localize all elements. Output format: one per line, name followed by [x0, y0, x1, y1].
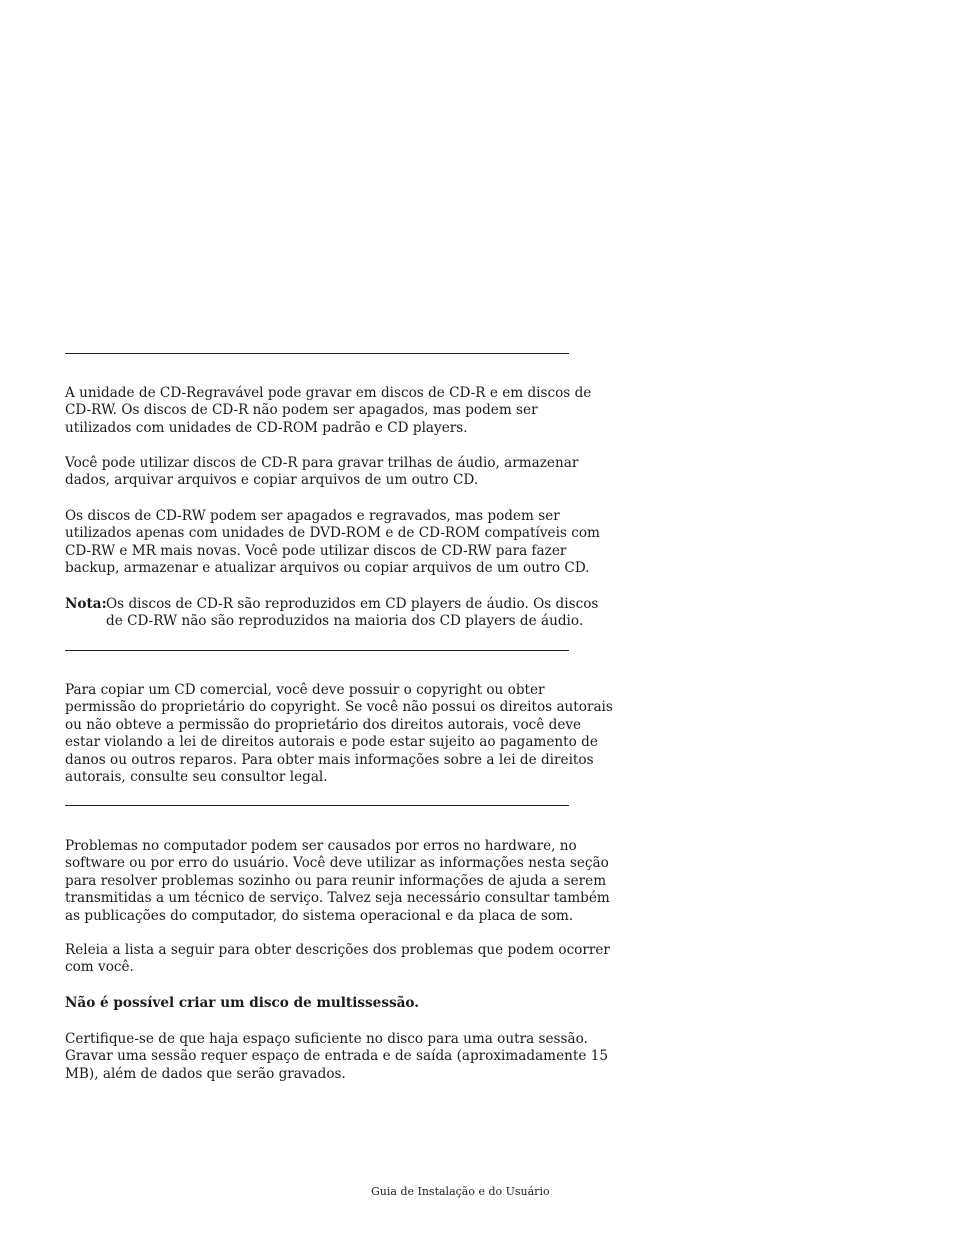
text-line: backup, armazenar e atualizar arquivos ou copiar arquivos de um outro CD.	[65, 560, 590, 577]
section-divider-2	[65, 650, 569, 651]
text-line: transmitidas a um técnico de serviço. Talvez seja necessário consultar também	[65, 890, 610, 907]
review-list-paragraph	[65, 942, 610, 977]
text-line: de CD-RW não são reproduzidos na maioria dos CD players de áudio.	[106, 613, 584, 630]
text-line: permissão do proprietário do copyright. Se você não possui os direitos autorais	[65, 699, 613, 716]
text-line: Para copiar um CD comercial, você deve possuir o copyright ou obter	[65, 682, 545, 698]
text-line: com você.	[65, 959, 134, 976]
text-line: CD-RW e MR mais novas. Você pode utilizar discos de CD-RW para fazer	[65, 542, 567, 559]
text-line: Problemas no computador podem ser causados por erros no hardware, no	[65, 838, 577, 854]
page-footer: Guia de Instalação e do Usuário	[371, 1185, 550, 1198]
text-line: CD-RW. Os discos de CD-R não podem ser apagados, mas podem ser	[65, 402, 538, 419]
cd-r-usage-paragraph	[65, 455, 579, 490]
cd-rw-usage-paragraph	[65, 508, 600, 578]
text-line: MB), além de dados que serão gravados.	[65, 1065, 346, 1082]
section-divider-3	[65, 805, 569, 806]
text-line: para resolver problemas sozinho ou para reunir informações de ajuda a serem	[65, 872, 607, 889]
note-label: Nota:	[65, 596, 107, 612]
text-line: dados, arquivar arquivos e copiar arquivos de um outro CD.	[65, 472, 479, 489]
text-line: Gravar uma sessão requer espaço de entrada e de saída (aproximadamente 15	[65, 1048, 608, 1065]
cd-rw-intro-paragraph	[65, 385, 592, 437]
copyright-paragraph	[65, 682, 613, 786]
text-line: utilizados apenas com unidades de DVD-ROM e de CD-ROM compatíveis com	[65, 525, 600, 542]
text-line: ou não obteve a permissão do proprietário dos direitos autorais, você deve	[65, 716, 582, 733]
text-line: utilizados com unidades de CD-ROM padrão e CD players.	[65, 419, 468, 436]
note-body	[106, 596, 598, 631]
text-line: as publicações do computador, do sistema operacional e da placa de som.	[65, 907, 574, 924]
section-divider-1	[65, 353, 569, 354]
text-line: A unidade de CD-Regravável pode gravar em discos de CD-R e em discos de	[65, 385, 592, 401]
text-line: Certifique-se de que haja espaço suficiente no disco para uma outra sessão.	[65, 1031, 588, 1047]
text-line: danos ou outros reparos. Para obter mais informações sobre a lei de direitos	[65, 751, 594, 768]
troubleshooting-intro-paragraph	[65, 838, 610, 925]
multisession-solution-paragraph	[65, 1031, 608, 1083]
text-line: autorais, consulte seu consultor legal.	[65, 769, 328, 786]
text-line: software ou por erro do usuário. Você deve utilizar as informações nesta seção	[65, 855, 609, 872]
text-line: Releia a lista a seguir para obter descrições dos problemas que podem ocorrer	[65, 942, 610, 958]
text-line: Os discos de CD-RW podem ser apagados e regravados, mas podem ser	[65, 508, 560, 524]
text-line: Os discos de CD-R são reproduzidos em CD players de áudio. Os discos	[106, 596, 599, 612]
text-line: Você pode utilizar discos de CD-R para gravar trilhas de áudio, armazenar	[65, 455, 579, 471]
multisession-problem-heading: Não é possível criar um disco de multissessão.	[65, 995, 419, 1011]
text-line: estar violando a lei de direitos autorais e pode estar sujeito ao pagamento de	[65, 734, 598, 751]
